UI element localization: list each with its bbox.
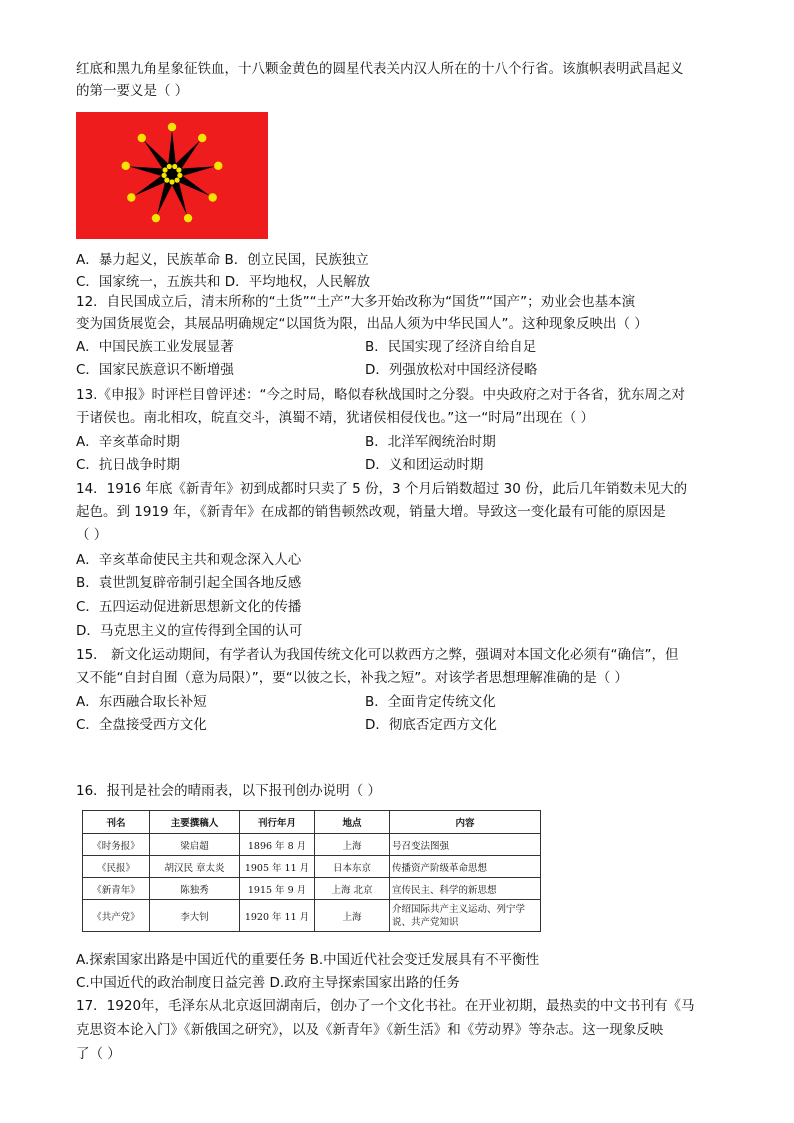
q14-option-d: D．马克思主义的宣传得到全国的认可 — [76, 623, 303, 639]
table-cell: 1920 年 11 月 — [240, 900, 315, 932]
table-cell: 介绍国际共产主义运动、列宁学说、共产党知识 — [390, 900, 541, 932]
gold-star-dot — [122, 162, 130, 170]
q14-stem-line1: 14．1916 年底《新青年》初到成都时只卖了 5 份，3 个月后销数超过 30 份，此后几年销数未见大的 — [76, 481, 688, 497]
table-cell: 1915 年 9 月 — [240, 878, 315, 900]
q12-option-d: D．列强放松对中国经济侵略 — [365, 362, 538, 378]
table-header: 主要撰稿人 — [150, 811, 240, 834]
table-cell: 上海 — [315, 900, 390, 932]
gold-star-dot — [184, 214, 192, 222]
table-header-row — [83, 811, 541, 834]
q14-stem-line2: 起色。到 1919 年，《新青年》在成都的销售顿然改观，销量大增。导致这一变化最有可能的原因是 — [76, 504, 666, 520]
table-cell: 1905 年 11 月 — [240, 856, 315, 878]
q11-stem-line1: 红底和黑九角星象征铁血，十八颗金黄色的圆星代表关内汉人所在的十八个行省。该旗帜表明武昌起义 — [76, 61, 684, 77]
table-header: 刊名 — [83, 811, 150, 834]
table-row — [83, 900, 541, 932]
q15-option-c: C．全盘接受西方文化 — [76, 717, 207, 733]
table-cell: 《时务报》 — [83, 834, 150, 856]
q13-stem-line1: 13.《申报》时评栏目曾评述：“今之时局，略似春秋战国时之分裂。中央政府之对于各省，犹东周之对 — [76, 387, 685, 403]
gold-star-dot — [175, 178, 180, 183]
table-cell: 《共产党》 — [83, 900, 150, 932]
gold-star-dot — [169, 179, 174, 184]
gold-star-dot — [209, 193, 217, 201]
q14-option-c: C．五四运动促进新思想新文化的传播 — [76, 599, 302, 615]
q12-stem-line2: 变为国货展览会，其展品明确规定“以国货为限，出品人须为中华民国人”。这种现象反映出（ ） — [76, 316, 648, 332]
q17-stem-line2: 克思资本论入门》《新俄国之研究》，以及《新青年》《新生活》和《劳动界》等杂志。这一现象反映 — [76, 1022, 664, 1038]
q15-option-b: B．全面肯定传统文化 — [365, 694, 496, 710]
table-cell: 1896 年 8 月 — [240, 834, 315, 856]
q16-stem-line1: 16．报刊是社会的晴雨表，以下报刊创办说明（ ） — [76, 783, 381, 799]
q14-option-b: B．袁世凯复辟帝制引起全国各地反感 — [76, 575, 302, 591]
table-header: 刊行年月 — [240, 811, 315, 834]
q12-option-b: B．民国实现了经济自给自足 — [365, 339, 537, 355]
q17-stem-line1: 17．1920年，毛泽东从北京返回湖南后，创办了一个文化书社。在开业初期，最热卖的中文书刊有《马 — [76, 998, 695, 1014]
gold-star-dot — [162, 173, 167, 178]
q16-options-line1: A.探索国家出路是中国近代的重要任务 B.中国近代社会变迁发展具有不平衡性 — [76, 952, 540, 968]
table-cell: 陈独秀 — [150, 878, 240, 900]
table-cell: 传播资产阶级革命思想 — [390, 856, 541, 878]
table-row — [83, 878, 541, 900]
gold-star-dot — [176, 167, 181, 172]
gold-star-dot — [214, 162, 222, 170]
table-row — [83, 856, 541, 878]
q14-stem-line3: （ ） — [76, 527, 108, 543]
gold-star-dot — [138, 134, 146, 142]
table-cell: 日本东京 — [315, 856, 390, 878]
gold-star-dot — [127, 193, 135, 201]
q11-options-line2: C．国家统一，五族共和 D．平均地权，人民解放 — [76, 274, 371, 290]
gold-star-dot — [152, 214, 160, 222]
table-cell: 号召变法图强 — [390, 834, 541, 856]
q15-option-a: A．东西融合取长补短 — [76, 694, 207, 710]
table-cell: 上海 北京 — [315, 878, 390, 900]
table-cell: 《民报》 — [83, 856, 150, 878]
q12-option-a: A．中国民族工业发展显著 — [76, 339, 234, 355]
q12-stem-line1: 12．自民国成立后，清末所称的“土货”“土产”大多开始改称为“国货”“国产”；劝业会也基本演 — [76, 294, 636, 310]
q15-stem-line1: 15． 新文化运动期间，有学者认为我国传统文化可以救西方之弊，强调对本国文化必须有“确信”，但 — [76, 647, 679, 663]
table-cell: 宣传民主、科学的新思想 — [390, 878, 541, 900]
gold-star-dot — [172, 164, 177, 169]
table-cell: 《新青年》 — [83, 878, 150, 900]
q13-option-c: C．抗日战争时期 — [76, 457, 180, 473]
table-header: 地点 — [315, 811, 390, 834]
q13-stem-line2: 于诸侯也。南北相攻，皖直交斗，滇蜀不靖，犹诸侯相侵伐也。”这一“时局”出现在（ ） — [76, 410, 595, 426]
gold-star-dot — [177, 173, 182, 178]
gold-star-dot — [162, 167, 167, 172]
gold-star-dot — [168, 123, 176, 131]
table-header: 内容 — [390, 811, 541, 834]
gold-star-dot — [198, 134, 206, 142]
q13-option-b: B．北洋军阀统治时期 — [365, 434, 496, 450]
table-cell: 上海 — [315, 834, 390, 856]
q13-option-a: A．辛亥革命时期 — [76, 434, 180, 450]
table-cell: 李大钊 — [150, 900, 240, 932]
q16-options-line2: C.中国近代的政治制度日益完善 D.政府主导探索国家出路的任务 — [76, 975, 460, 991]
q15-option-d: D．彻底否定西方文化 — [365, 717, 497, 733]
q11-options-line1: A．暴力起义，民族革命 B．创立民国，民族独立 — [76, 252, 369, 268]
q11-stem-line2: 的第一要义是（ ） — [76, 83, 189, 99]
q17-stem-line3: 了（ ） — [76, 1046, 121, 1062]
q14-option-a: A．辛亥革命使民主共和观念深入人心 — [76, 552, 302, 568]
table-cell: 胡汉民 章太炎 — [150, 856, 240, 878]
table-cell: 梁启超 — [150, 834, 240, 856]
q12-option-c: C．国家民族意识不断增强 — [76, 362, 234, 378]
newspaper-table — [82, 810, 541, 932]
gold-star-dot — [167, 164, 172, 169]
q13-option-d: D．义和团运动时期 — [365, 457, 484, 473]
wuchang-flag-image — [76, 112, 268, 239]
q15-stem-line2: 又不能“自封自囿（意为局限）”，要“以彼之长，补我之短”。对该学者思想理解准确的是（ ） — [76, 670, 629, 686]
gold-star-dot — [164, 178, 169, 183]
table-row — [83, 834, 541, 856]
